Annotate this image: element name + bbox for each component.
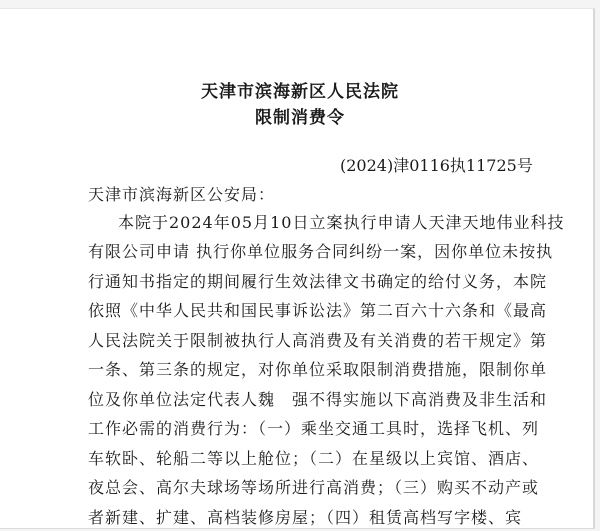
body-line: 一条、第三条的规定，对你单位采取限制消费措施，限制你单 xyxy=(88,360,548,379)
case-number: (2024)津0116执11725号 xyxy=(340,156,533,175)
body-line: 车软卧、轮船二等以上舱位；（二）在星级以上宾馆、酒店、 xyxy=(88,449,540,468)
body-line: 人民法院关于限制被执行人高消费及有关消费的若干规定》第 xyxy=(88,331,548,350)
body-line: 者新建、扩建、高档装修房屋；（四）租赁高档写字楼、宾 xyxy=(88,508,523,527)
body-line: 行通知书指定的期间履行生效法律文书确定的给付义务，本院 xyxy=(88,272,548,291)
body-line: 夜总会、高尔夫球场等场所进行高消费；（三）购买不动产或 xyxy=(88,478,540,497)
body-line: 有限公司申请 执行你单位服务合同纠纷一案，因你单位未按执 xyxy=(88,242,554,261)
body-line: 本院于2024年05月10日立案执行申请人天津天地伟业科技 xyxy=(118,213,565,232)
court-name: 天津市滨海新区人民法院 xyxy=(201,82,399,102)
addressee: 天津市滨海新区公安局： xyxy=(88,185,276,204)
document-title: 限制消费令 xyxy=(255,108,345,128)
body-line: 位及你单位法定代表人魏 强不得实施以下高消费及非生活和 xyxy=(88,390,548,409)
body-line: 工作必需的消费行为：（一）乘坐交通工具时，选择飞机、列 xyxy=(88,419,540,438)
body-line: 依照《中华人民共和国民事诉讼法》第二百六十六条和《最高 xyxy=(88,301,548,320)
